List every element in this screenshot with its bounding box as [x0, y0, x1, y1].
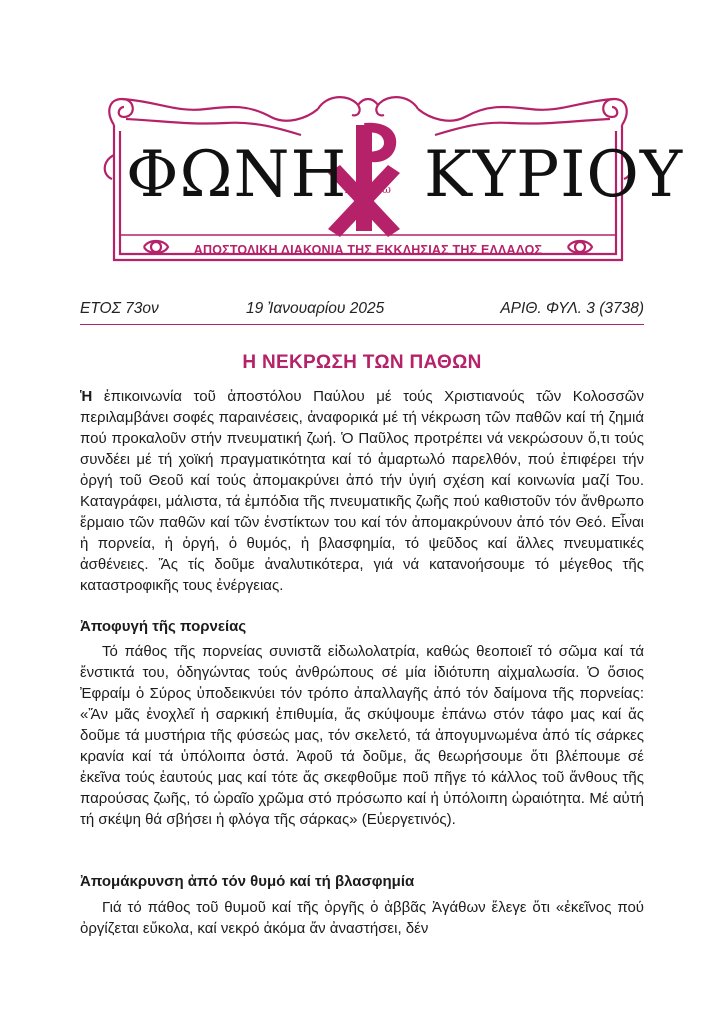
article-title: Η ΝΕΚΡΩΣΗ ΤΩΝ ΠΑΘΩΝ [242, 352, 482, 373]
intro-text: ἐπικοινωνία τοῦ ἀποστόλου Παύλου μέ τούς Χριστιανούς τῶν Κολοσσῶν περιλαμβάνει σοφές παραινέσεις, ἀναφορικά μέ τή νέκρωση τῶν παθῶν καί τή ζημιά πού προκαλοῦν στήν πνευματική ζωή. Ὁ Παῦλος προτρέπει νά νεκρώσουν ὅ,τι τούς συνδέει μέ τή χοϊκή πραγματικότητα καί τό ἁμαρτωλό παρελθόν, πού ἐπιφέρει τήν ὀργή τοῦ Θεοῦ καί τούς ἀπομακρύνει ἀπό τήν ὑγιή σχέση καί κοινωνία μαζί Του. Καταγράφει, μάλιστα, τά ἐμπόδια τῆς πνευματικῆς ζωῆς πού καθιστοῦν τόν ἄνθρωπο ἕρμαιο τῶν παθῶν καί τῶν ἐνστίκτων του καί τόν ἀπομακρύνουν ἀπό τόν Θεό. Εἶναι ἡ πορνεία, ἡ ὀργή, ὁ θυμός, ἡ βλασφημία, τό ψεῦδος καί ἄλλες πνευματικές ἀσθένειες. Ἄς τίς δοῦμε ἀναλυτικότερα, γιά νά κατανοήσουμε τό μέγεθος τῆς καταστροφικῆς τους ἐνέργειας. [80, 388, 644, 594]
issue-number: ΑΡΙΘ. ΦΥΛ. 3 (3738) [500, 300, 644, 317]
masthead-title-right: ΚΥΡΙΟΥ [424, 138, 684, 212]
alpha-letter: Α [345, 183, 353, 196]
section-heading-2: Ἀπομάκρυνση ἀπό τόν θυμό καί τή βλασφημία [80, 873, 415, 890]
section-1-text: Τό πάθος τῆς πορνείας συνιστᾶ εἰδωλολατρία, καθώς θεοποιεῖ τό σῶμα καί τά ἔνστικτά του, ὁδηγώντας τούς ἀνθρώπους σέ μία ἰδιότυπη αἰχμαλωσία. Ὁ ὅσιος Ἐφραίμ ὁ Σύρος ὑποδεικνύει τόν τρόπο ἀπαλλαγῆς ἀπό τόν δαίμονα τῆς πορνείας: «Ἄν μᾶς ἐνοχλεῖ ἡ σαρκική ἐπιθυμία, ἄς σκύψουμε ἐπάνω στόν τάφο μας καί ἄς δοῦμε τά μυστήρια τῆς φύσεώς μας, τόν σκελετό, τά ἀπογυμνωμένα ἀπό τίς σάρκες κρανία καί τά ὑπόλοιπα ὀστά. Ἀφοῦ τά δοῦμε, ἄς θεωρήσουμε ὅτι βλέπουμε σέ ἐκεῖνα τούς ἑαυτούς μας καί τότε ἄς σκεφθοῦμε ποῦ πῆγε τό κάλλος τοῦ ἄνθους τῆς παρούσας ζωῆς, τό ὡραῖο χρῶμα στό πρόσωπο καί ἡ ὑπόλοιπη ὡραιότητα. Μέ αὐτή τή σκέψη θά σβήσει ἡ φλόγα τῆς σάρκας» (Εὐεργετινός). [80, 643, 644, 828]
section-2-text: Γιά τό πάθος τοῦ θυμοῦ καί τῆς ὀργῆς ὁ ἀββᾶς Ἀγάθων ἔλεγε ὅτι «ἐκεῖνος πού ὀργίζεται εὔκολα, καί νεκρό ἀκόμα ἄν ἀναστήσει, δέν [80, 899, 644, 937]
issue-date: 19 Ἰανουαρίου 2025 [246, 300, 385, 317]
intro-dropcap: Ἡ [80, 388, 93, 405]
section-heading-1: Ἀποφυγή τῆς πορνείας [80, 618, 247, 635]
issue-line [80, 300, 644, 324]
masthead [96, 95, 684, 270]
masthead-subtitle: ΑΠΟΣΤΟΛΙΚΗ ΔΙΑΚΟΝΙΑ ΤΗΣ ΕΚΚΛΗΣΙΑΣ ΤΗΣ ΕΛΛΑΔΟΣ [193, 243, 543, 257]
omega-letter: ω [382, 183, 391, 196]
issue-year: ΕΤΟΣ 73ον [80, 300, 159, 317]
section-paragraph-1 [80, 641, 644, 830]
intro-paragraph [80, 386, 644, 596]
header-divider [80, 324, 644, 325]
section-paragraph-2 [80, 897, 644, 939]
masthead-title-left: ΦΩΝΗ [126, 138, 348, 212]
